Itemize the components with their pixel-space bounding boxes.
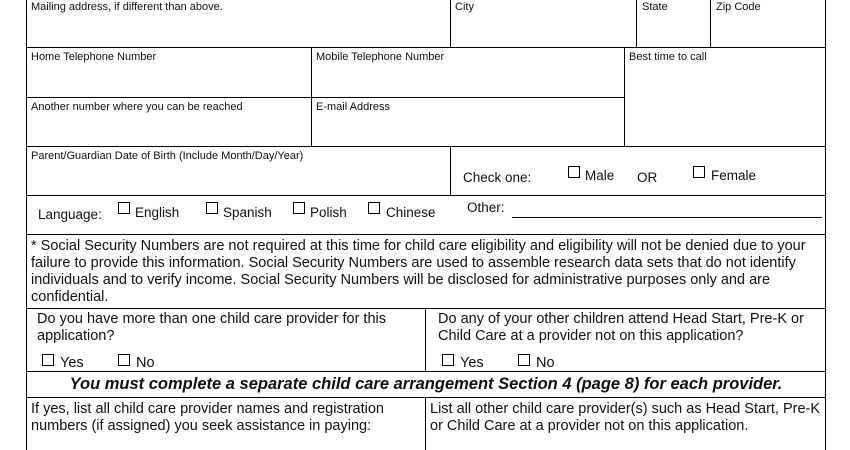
multiple-provider-yes-checkbox[interactable] [42, 354, 54, 366]
provider-list-instructions: If yes, list all child care provider names and registration numbers (if assigned) you seek assistance in paying: [31, 401, 384, 434]
mobile-phone-field[interactable] [313, 65, 622, 95]
city-label: City [455, 1, 474, 13]
mailing-address-field[interactable] [28, 14, 448, 45]
other-language-field[interactable] [512, 199, 822, 216]
english-checkbox[interactable] [118, 202, 130, 214]
state-label: State [642, 1, 668, 13]
divider [26, 97, 625, 98]
best-time-label: Best time to call [629, 51, 707, 63]
chinese-label: Chinese [386, 205, 436, 220]
other-children-yes-checkbox[interactable] [442, 354, 454, 366]
multiple-provider-question: Do you have more than one child care provider for this application? [37, 311, 386, 344]
or-label: OR [637, 170, 658, 185]
divider [425, 397, 426, 450]
home-phone-field[interactable] [28, 65, 309, 95]
male-checkbox[interactable] [568, 166, 580, 178]
divider [636, 0, 637, 48]
email-label: E-mail Address [316, 101, 390, 113]
best-time-field[interactable] [626, 65, 823, 144]
divider [26, 146, 826, 147]
home-phone-label: Home Telephone Number [31, 51, 157, 63]
spanish-label: Spanish [223, 205, 272, 220]
zip-code-field[interactable] [712, 14, 823, 45]
divider [26, 308, 826, 309]
male-label: Male [585, 168, 615, 183]
female-checkbox[interactable] [693, 166, 705, 178]
other-language-underline [512, 217, 822, 218]
polish-checkbox[interactable] [293, 202, 305, 214]
check-one-label: Check one: [463, 170, 532, 185]
email-field[interactable] [313, 115, 622, 144]
divider [26, 397, 826, 398]
divider [450, 0, 451, 48]
other-provider-list-instructions: List all other child care provider(s) such as Head Start, Pre-K or Child Care at a provider not on this application. [430, 401, 821, 434]
multiple-provider-yes-label: Yes [60, 355, 84, 371]
divider [26, 195, 826, 196]
mailing-address-label: Mailing address, if different than above. [31, 1, 223, 13]
female-label: Female [711, 168, 757, 183]
separate-arrangement-banner: You must complete a separate child care arrangement Section 4 (page 8) for each provider. [69, 375, 783, 393]
city-field[interactable] [452, 14, 634, 45]
divider [710, 0, 711, 48]
divider [425, 308, 426, 372]
other-children-yes-label: Yes [460, 355, 484, 371]
multiple-provider-no-label: No [136, 355, 155, 371]
other-children-no-label: No [536, 355, 555, 371]
other-language-label: Other: [467, 200, 505, 215]
zip-code-label: Zip Code [716, 1, 761, 13]
dob-field[interactable] [28, 164, 448, 193]
multiple-provider-no-checkbox[interactable] [118, 354, 130, 366]
divider [26, 234, 826, 235]
spanish-checkbox[interactable] [206, 202, 218, 214]
divider [450, 146, 451, 196]
mobile-phone-label: Mobile Telephone Number [316, 51, 445, 63]
language-label: Language: [38, 207, 102, 222]
ssn-notice: * Social Security Numbers are not required at this time for child care eligibility and eligibility will not be denied due to your failure to provide this information. Social Security Numbers are used to assemble research data sets that do not identify individuals and to verify income. Social Security Numbers will be disclosed for administrative purposes only and are confidential. [31, 238, 806, 305]
polish-label: Polish [310, 205, 347, 220]
dob-label: Parent/Guardian Date of Birth (Include Month/Day/Year) [31, 150, 304, 162]
another-number-field[interactable] [28, 115, 309, 144]
other-children-question: Do any of your other children attend Head Start, Pre-K or Child Care at a provider not on this application? [438, 311, 804, 344]
other-children-no-checkbox[interactable] [518, 354, 530, 366]
chinese-checkbox[interactable] [368, 202, 380, 214]
english-label: English [135, 205, 180, 220]
state-field[interactable] [638, 14, 708, 45]
divider [26, 47, 826, 48]
another-number-label: Another number where you can be reached [31, 101, 243, 113]
